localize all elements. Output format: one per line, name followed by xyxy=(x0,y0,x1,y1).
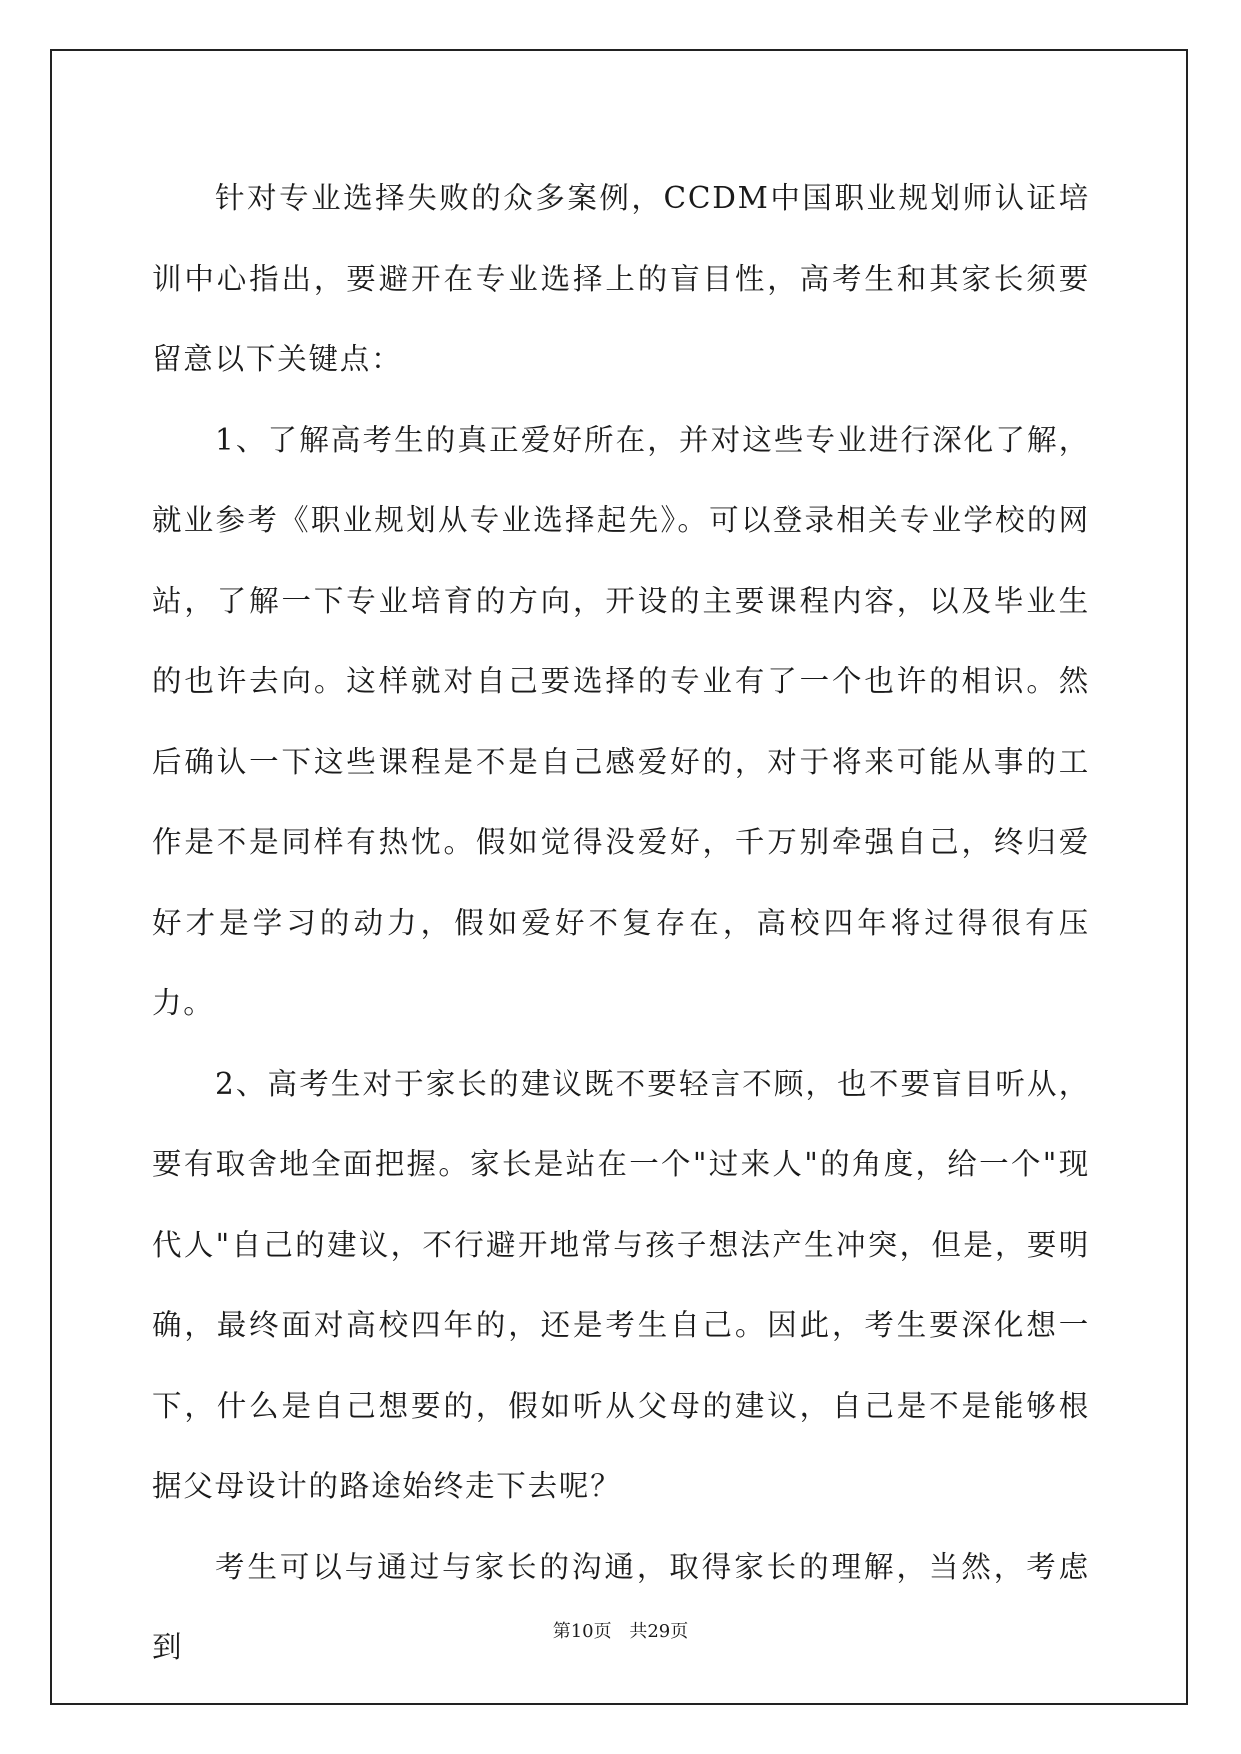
page-number: 第10页 xyxy=(552,1621,612,1642)
page-total: 共29页 xyxy=(629,1621,689,1642)
document-body xyxy=(152,158,1090,1688)
paragraph-point-1: 1、了解高考生的真正爱好所在，并对这些专业进行深化了解，就业参考《职业规划从专业选择起先》。可以登录相关专业学校的网站，了解一下专业培育的方向，开设的主要课程内容，以及毕业生的也许去向。这样就对自己要选择的专业有了一个也许的相识。然后确认一下这些课程是不是自己感爱好的，对于将来可能从事的工作是不是同样有热忱。假如觉得没爱好，千万别牵强自己，终归爱好才是学习的动力，假如爱好不复存在，高校四年将过得很有压力。 xyxy=(152,422,1090,1020)
page-footer xyxy=(0,1617,1241,1643)
paragraph-intro: 针对专业选择失败的众多案例，CCDM中国职业规划师认证培训中心指出，要避开在专业选择上的盲目性，高考生和其家长须要留意以下关键点： xyxy=(152,181,1090,376)
paragraph-continuation: 考生可以与通过与家长的沟通，取得家长的理解，当然，考虑到 xyxy=(152,1549,1090,1664)
paragraph-point-2: 2、高考生对于家长的建议既不要轻言不顾，也不要盲目听从，要有取舍地全面把握。家长是站在一个"过来人"的角度，给一个"现代人"自己的建议，不行避开地常与孩子想法产生冲突，但是，要明确，最终面对高校四年的，还是考生自己。因此，考生要深化想一下，什么是自己想要的，假如听从父母的建议，自己是不是能够根据父母设计的路途始终走下去呢？ xyxy=(152,1066,1090,1503)
